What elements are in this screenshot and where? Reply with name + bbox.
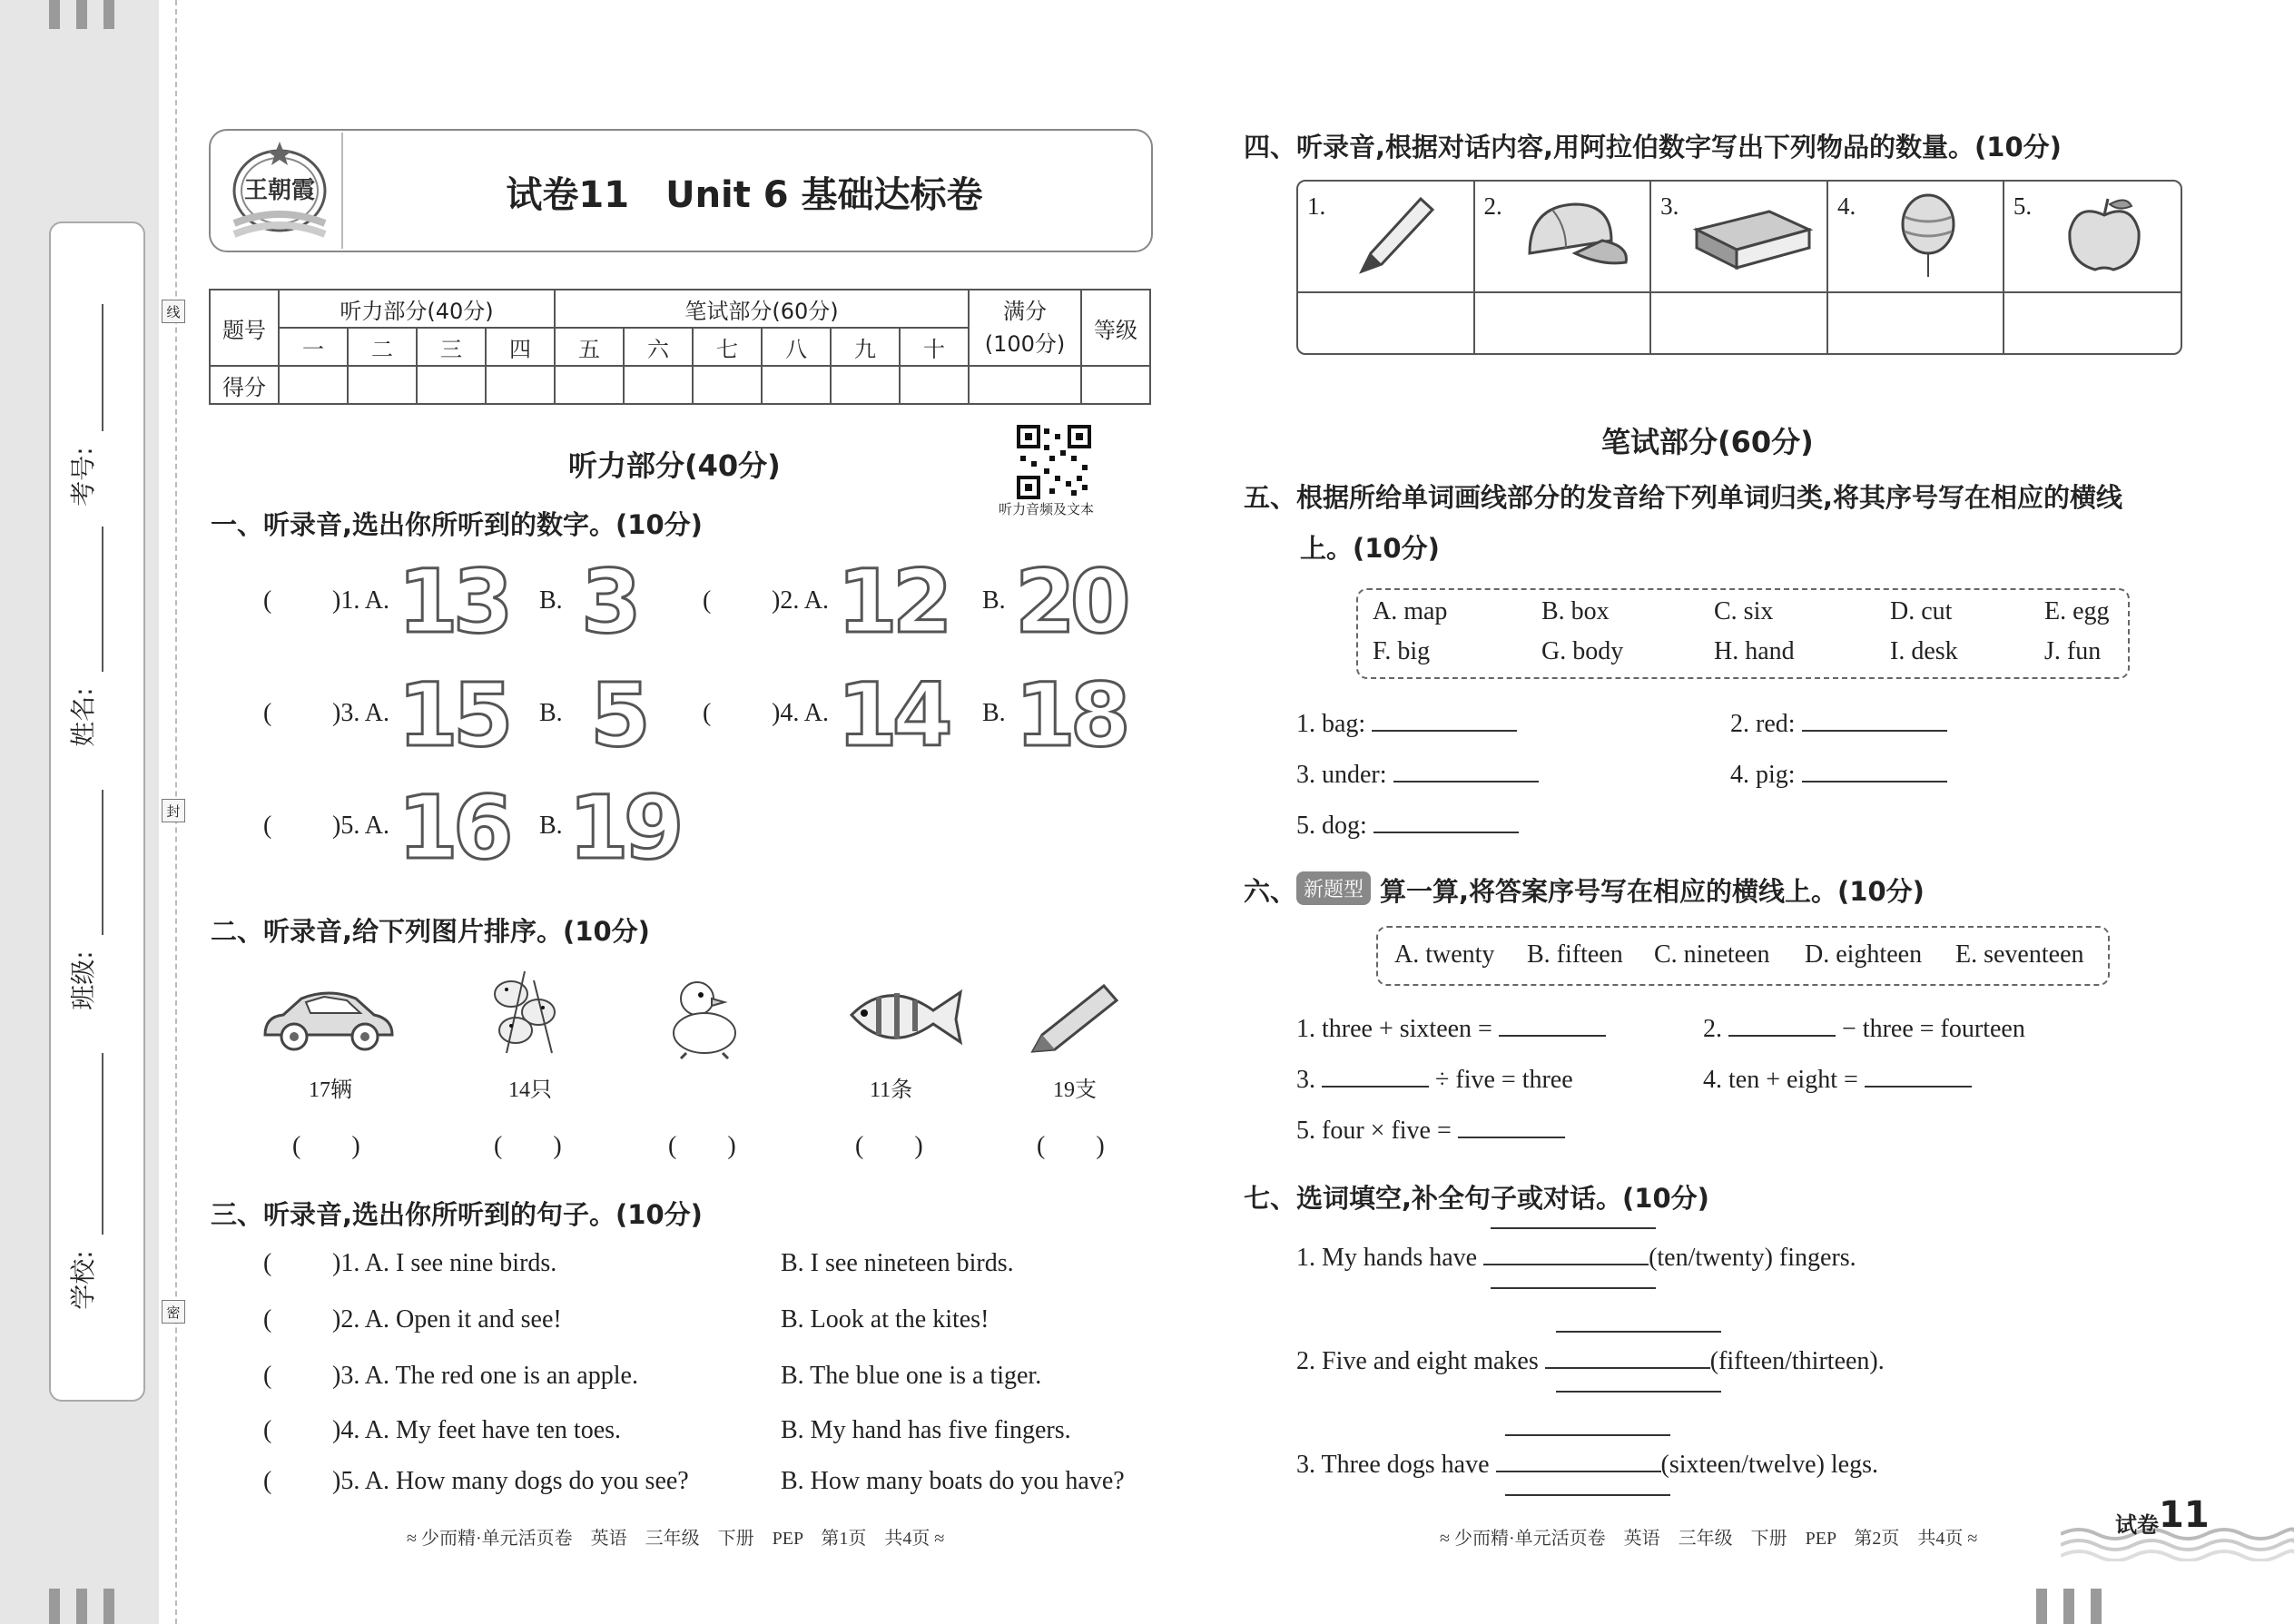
exam-no-field[interactable] xyxy=(102,304,103,431)
s7-q3-lower-line xyxy=(1505,1494,1670,1496)
item-number: 1. xyxy=(1307,192,1326,220)
s3-q2-option-b[interactable]: B. Look at the kites! xyxy=(781,1305,989,1334)
question-number: 二 xyxy=(348,328,417,366)
word-option: E. egg xyxy=(2044,597,2110,625)
word-option: J. fun xyxy=(2044,637,2102,665)
new-type-badge: 新题型 xyxy=(1296,871,1371,905)
number-option: D. eighteen xyxy=(1805,940,1923,969)
count-answer-cell[interactable] xyxy=(1651,293,1828,353)
score-cell[interactable] xyxy=(279,366,348,404)
score-cell[interactable] xyxy=(486,366,555,404)
s6-q2 xyxy=(1703,1015,2025,1044)
q3-option-b-number[interactable]: 5 xyxy=(590,664,645,766)
page-tag-number: 11 xyxy=(2159,1494,2210,1536)
q5-b-label: B. xyxy=(539,812,563,840)
s3-q4-option-b[interactable]: B. My hand has five fingers. xyxy=(781,1416,1071,1444)
word-option: G. body xyxy=(1541,637,1624,665)
footer-left: ≈ 少而精·单元活页卷 英语 三年级 下册 PEP 第1页 共4页 ≈ xyxy=(407,1529,945,1549)
item-cell-apple xyxy=(2004,182,2181,293)
s7-q1-lower-line xyxy=(1491,1287,1656,1289)
s5-q1-blank[interactable] xyxy=(1372,730,1517,732)
s6-q4 xyxy=(1703,1066,1972,1095)
score-table xyxy=(209,289,1151,405)
s5-q4 xyxy=(1730,761,1947,790)
section6-heading-prefix: 六、 xyxy=(1244,876,1297,907)
section4-heading: 四、听录音,根据对话内容,用阿拉伯数字写出下列物品的数量。(10分) xyxy=(1244,132,2062,162)
q1-option-a-number[interactable]: 13 xyxy=(398,551,508,653)
s6-q3-blank[interactable] xyxy=(1322,1086,1429,1088)
binding-tick xyxy=(49,1589,60,1624)
listening-heading: 听力部分(40分) xyxy=(568,448,781,483)
s7-q1-blank[interactable] xyxy=(1483,1264,1649,1265)
page-title: 试卷11 Unit 6 基础达标卷 xyxy=(506,174,983,216)
picture-label: 19支 xyxy=(1053,1078,1097,1102)
s6-q5-blank[interactable] xyxy=(1458,1137,1565,1138)
q2-option-a-number[interactable]: 12 xyxy=(837,551,948,653)
s6-q1 xyxy=(1296,1015,1606,1044)
answer-paren: ( xyxy=(263,1305,272,1334)
score-cell[interactable] xyxy=(348,366,417,404)
section5-heading-line2: 上。(10分) xyxy=(1300,533,1440,564)
q4-option-b-number[interactable]: 18 xyxy=(1015,664,1126,766)
number-option: C. nineteen xyxy=(1654,940,1770,969)
item-cell-pen xyxy=(1298,182,1475,293)
word-option: F. big xyxy=(1373,637,1431,665)
count-answer-cell[interactable] xyxy=(2004,293,2181,353)
order-paren[interactable]: ( ) xyxy=(668,1132,736,1160)
answer-paren: ( xyxy=(263,1362,272,1390)
s6-q3-suffix: ÷ five = three xyxy=(1435,1066,1573,1094)
question-number: 一 xyxy=(279,328,348,366)
q4-b-label: B. xyxy=(982,699,1006,727)
s6-q5-text: 5. four × five = xyxy=(1296,1117,1452,1145)
answer-paren: ( xyxy=(263,812,272,840)
section2-heading: 二、听录音,给下列图片排序。(10分) xyxy=(211,916,650,947)
s7-q2-upper-line xyxy=(1556,1331,1721,1333)
s5-q1 xyxy=(1296,710,1517,739)
count-answer-cell[interactable] xyxy=(1828,293,2004,353)
section3-heading: 三、听录音,选出你所听到的句子。(10分) xyxy=(211,1199,703,1230)
pen-icon xyxy=(1344,190,1452,281)
cut-mark: 封 xyxy=(162,799,185,822)
s5-q5-label: 5. dog: xyxy=(1296,812,1367,840)
binding-tick xyxy=(2091,1589,2102,1624)
item-cell-balloon xyxy=(1828,182,2004,293)
exam-no-label: 考号: xyxy=(68,447,98,507)
s5-q2-blank[interactable] xyxy=(1802,730,1947,732)
answer-paren: ( xyxy=(263,1467,272,1495)
count-answer-cell[interactable] xyxy=(1475,293,1652,353)
q3-option-a-number[interactable]: 15 xyxy=(398,664,508,766)
score-cell[interactable] xyxy=(1081,366,1150,404)
class-field[interactable] xyxy=(102,790,103,935)
s6-q1-blank[interactable] xyxy=(1499,1035,1606,1037)
s6-q2-blank[interactable] xyxy=(1728,1035,1836,1037)
s3-q5-option-a[interactable]: )5. A. How many dogs do you see? xyxy=(332,1467,689,1495)
s6-q4-text: 4. ten + eight = xyxy=(1703,1066,1858,1094)
q2-label: )2. A. xyxy=(772,586,829,615)
footer-right: ≈ 少而精·单元活页卷 英语 三年级 下册 PEP 第2页 共4页 ≈ xyxy=(1440,1529,1978,1549)
score-cell[interactable] xyxy=(693,366,762,404)
s5-q3-blank[interactable] xyxy=(1393,781,1539,782)
page-tag-label: 试卷 xyxy=(2115,1512,2159,1538)
question-number: 九 xyxy=(831,328,900,366)
score-cell[interactable] xyxy=(900,366,969,404)
picture-label: 14只 xyxy=(508,1078,552,1102)
order-paren[interactable]: ( ) xyxy=(855,1132,923,1160)
apple-icon xyxy=(2059,190,2150,281)
q4-option-a-number[interactable]: 14 xyxy=(837,664,948,766)
s7-q3-blank[interactable] xyxy=(1496,1471,1661,1472)
binding-tick xyxy=(76,0,87,29)
score-row-label: 得分 xyxy=(210,366,279,404)
answer-paren: ( xyxy=(263,699,272,727)
qr-caption: 听力音频及文本 xyxy=(999,501,1095,517)
listening-group-header: 听力部分(40分) xyxy=(279,290,555,328)
item-number: 5. xyxy=(2013,192,2033,220)
s7-q2-blank[interactable] xyxy=(1545,1367,1710,1369)
picture-label: 17辆 xyxy=(309,1078,352,1102)
number-option: E. seventeen xyxy=(1955,940,2084,969)
binding-tick xyxy=(2036,1589,2047,1624)
question-number: 七 xyxy=(693,328,762,366)
s3-q3-option-a[interactable]: )3. A. The red one is an apple. xyxy=(332,1362,638,1390)
s3-q1-option-a[interactable]: )1. A. I see nine birds. xyxy=(332,1249,557,1277)
table-header-question-no: 题号 xyxy=(210,290,279,366)
answer-paren: ( xyxy=(703,699,712,727)
s7-q1-prefix: 1. My hands have xyxy=(1296,1244,1478,1272)
item-cell-book xyxy=(1651,182,1828,293)
count-answer-cell[interactable] xyxy=(1298,293,1475,353)
word-option: C. six xyxy=(1714,597,1774,625)
score-cell[interactable] xyxy=(831,366,900,404)
section5-heading-line1: 五、根据所给单词画线部分的发音给下列单词归类,将其序号写在相应的横线 xyxy=(1244,482,2123,513)
order-paren[interactable]: ( ) xyxy=(1037,1132,1105,1160)
section6-heading: 算一算,将答案序号写在相应的横线上。(10分) xyxy=(1380,876,1925,907)
cut-mark: 密 xyxy=(162,1300,185,1324)
school-label: 学校: xyxy=(68,1250,98,1310)
full-score-line2: (100分) xyxy=(984,331,1066,357)
answer-paren: ( xyxy=(703,586,712,615)
balloon-icon xyxy=(1892,190,1964,281)
q1-option-b-number[interactable]: 3 xyxy=(581,551,636,653)
fish-picture xyxy=(833,969,970,1060)
s7-q2-lower-line xyxy=(1556,1391,1721,1393)
number-option: A. twenty xyxy=(1394,940,1495,969)
question-number: 八 xyxy=(762,328,831,366)
q1-label: )1. A. xyxy=(332,586,389,615)
word-option: H. hand xyxy=(1714,637,1795,665)
q4-label: )4. A. xyxy=(772,699,829,727)
qr-code[interactable] xyxy=(1017,425,1091,499)
student-info-box xyxy=(49,221,145,1402)
answer-paren: ( xyxy=(263,1416,272,1444)
binding-tick xyxy=(76,1589,87,1624)
logo-text: 王朝霞 xyxy=(243,177,316,204)
s5-q3 xyxy=(1296,761,1539,790)
s7-q2 xyxy=(1296,1347,1885,1376)
answer-paren: ( xyxy=(263,1249,272,1277)
s6-q4-blank[interactable] xyxy=(1865,1086,1972,1088)
word-option: B. box xyxy=(1541,597,1610,625)
binding-tick xyxy=(103,1589,114,1624)
order-paren[interactable]: ( ) xyxy=(494,1132,562,1160)
s5-q4-label: 4. pig: xyxy=(1730,761,1796,789)
item-number: 3. xyxy=(1660,192,1679,220)
writing-group-header: 笔试部分(60分) xyxy=(555,290,969,328)
q3-label: )3. A. xyxy=(332,699,389,727)
score-cell[interactable] xyxy=(555,366,624,404)
s5-q3-label: 3. under: xyxy=(1296,761,1387,789)
s6-q2-prefix: 2. xyxy=(1703,1015,1722,1043)
birds-picture xyxy=(470,962,579,1062)
s7-q3-upper-line xyxy=(1505,1434,1670,1436)
items-count-table xyxy=(1296,180,2182,355)
question-number: 四 xyxy=(486,328,555,366)
name-label: 姓名: xyxy=(68,687,98,747)
q5-option-a-number[interactable]: 16 xyxy=(398,777,508,879)
s6-q2-suffix: − three = fourteen xyxy=(1842,1015,2025,1043)
answer-paren: ( xyxy=(263,586,272,615)
word-option: A. map xyxy=(1373,597,1448,625)
item-number: 4. xyxy=(1836,192,1856,220)
s7-q2-suffix: (fifteen/thirteen). xyxy=(1709,1347,1885,1375)
s6-q3 xyxy=(1296,1066,1573,1095)
book-icon xyxy=(1688,193,1815,275)
s6-q1-text: 1. three + sixteen = xyxy=(1296,1015,1492,1043)
grade-header: 等级 xyxy=(1081,290,1150,366)
binding-tick xyxy=(49,0,60,29)
s3-q4-option-a[interactable]: )4. A. My feet have ten toes. xyxy=(332,1416,622,1444)
s5-q2 xyxy=(1730,710,1947,739)
q1-b-label: B. xyxy=(539,586,563,615)
question-number: 五 xyxy=(555,328,624,366)
q5-option-b-number[interactable]: 19 xyxy=(568,777,679,879)
s7-q3 xyxy=(1296,1451,1878,1480)
item-number: 2. xyxy=(1483,192,1502,220)
s5-q5-blank[interactable] xyxy=(1373,832,1519,833)
s7-q1 xyxy=(1296,1244,1856,1273)
writing-heading: 笔试部分(60分) xyxy=(1601,425,1814,459)
binding-tick xyxy=(2063,1589,2074,1624)
section1-heading: 一、听录音,选出你所听到的数字。(10分) xyxy=(211,509,703,540)
s6-q3-prefix: 3. xyxy=(1296,1066,1315,1094)
order-paren[interactable]: ( ) xyxy=(292,1132,360,1160)
s7-q3-suffix: (sixteen/twelve) legs. xyxy=(1660,1451,1879,1479)
question-number: 六 xyxy=(624,328,693,366)
cap-icon xyxy=(1511,190,1629,281)
picture-label: 11条 xyxy=(870,1078,913,1102)
score-cell[interactable] xyxy=(417,366,486,404)
question-number: 十 xyxy=(900,328,969,366)
publisher-logo xyxy=(216,133,343,249)
class-label: 班级: xyxy=(68,950,98,1010)
question-number: 三 xyxy=(417,328,486,366)
word-option: D. cut xyxy=(1890,597,1953,625)
number-option: B. fifteen xyxy=(1527,940,1623,969)
cut-mark: 线 xyxy=(162,300,185,323)
word-option: I. desk xyxy=(1890,637,1958,665)
binding-tick xyxy=(103,0,114,29)
crayon-picture xyxy=(1024,979,1124,1060)
s5-q4-blank[interactable] xyxy=(1802,781,1947,782)
score-cell[interactable] xyxy=(762,366,831,404)
q3-b-label: B. xyxy=(539,699,563,727)
s7-q3-prefix: 3. Three dogs have xyxy=(1296,1451,1490,1479)
q2-b-label: B. xyxy=(982,586,1006,615)
s7-q1-upper-line xyxy=(1491,1227,1656,1229)
s5-q5 xyxy=(1296,812,1519,841)
s5-q1-label: 1. bag: xyxy=(1296,710,1366,738)
full-score-header xyxy=(969,290,1081,366)
s3-q5-option-b[interactable]: B. How many boats do you have? xyxy=(781,1467,1125,1495)
name-field[interactable] xyxy=(102,527,103,672)
full-score-line1: 满分 xyxy=(1003,299,1047,324)
s3-q3-option-b[interactable]: B. The blue one is a tiger. xyxy=(781,1362,1042,1390)
s7-q1-suffix: (ten/twenty) fingers. xyxy=(1649,1244,1856,1272)
s3-q1-option-b[interactable]: B. I see nineteen birds. xyxy=(781,1249,1014,1277)
s5-q2-label: 2. red: xyxy=(1730,710,1796,738)
s3-q2-option-a[interactable]: )2. A. Open it and see! xyxy=(332,1305,562,1334)
school-field[interactable] xyxy=(102,1053,103,1235)
car-picture xyxy=(256,971,401,1062)
score-cell[interactable] xyxy=(624,366,693,404)
q2-option-b-number[interactable]: 20 xyxy=(1015,551,1126,653)
section7-heading: 七、选词填空,补全句子或对话。(10分) xyxy=(1244,1183,1709,1214)
item-cell-cap xyxy=(1475,182,1652,293)
duck-picture xyxy=(659,971,759,1062)
s7-q2-prefix: 2. Five and eight makes xyxy=(1296,1347,1539,1375)
s6-q5 xyxy=(1296,1117,1565,1146)
score-cell[interactable] xyxy=(969,366,1081,404)
q5-label: )5. A. xyxy=(332,812,389,840)
